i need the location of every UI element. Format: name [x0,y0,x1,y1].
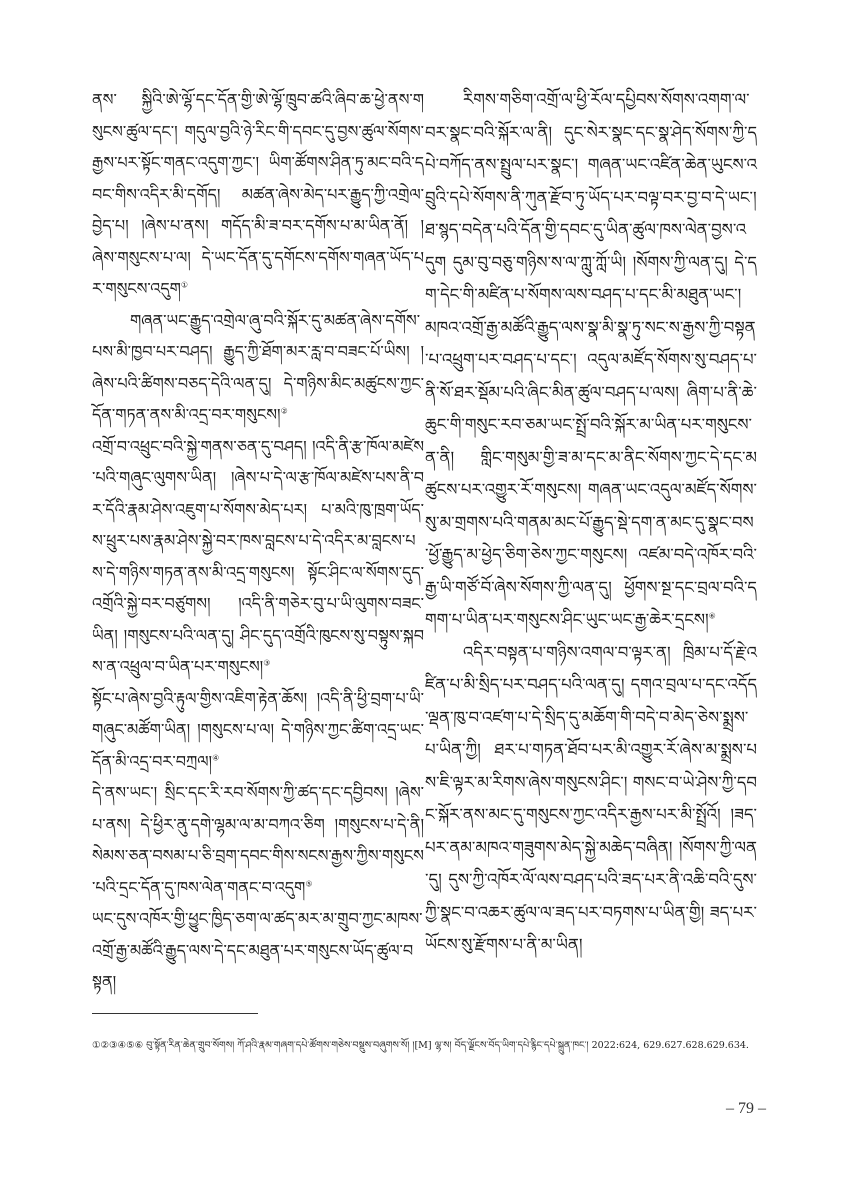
right-column [425,84,757,962]
paragraph [92,777,424,903]
paragraph [425,637,757,962]
footnote-marker: ④ [212,753,220,763]
paragraph [92,305,424,431]
paragraph-text: ནས་ སྐྱིའི་ཨེ་ལྷོ་དང་དོན་གྱི་ཨེ་ལྷོ་ཁྲུབ་ཚའི་ཞིབ་ཆ་ཕྱེ་ནས་གསུངས་ཚུལ་དང་། གདུལ་བྱའི་ཉེ་རིང་གི་དབང་དུ་བྱས་ཚུལ་སོགས་རྒྱས་པར་སྟོང་གནང་འདུག་ཀྱང་། ཡིག་ཚོགས་ཤིན་ཏུ་མང་བའི་དབང་གིས་འདིར་མི་དགོད། མཚན་ཞེས་མེད་པར་རྒྱུད་ཀྱི་འགྲེལ་བྱེད་པ། །ཞེས་པ་ནས། གདོད་མི་ཟ་བར་དགོས་པ་མ་ཡིན་ནོ། །ཞེས་གསུངས་པ་ལ། དེ་ཡང་དོན་དུ་དགོངས་དགོས་གཞན་ཡོད་པར་གསུངས་འདུག [92,90,424,298]
paragraph [92,903,424,998]
footnote-marker: ⑥ [708,611,716,621]
footnote: ①②③④⑤⑥ བུ་སྟོན་རིན་ཆེན་གྲུབ་སོགས། ཀོ་ཤའི་རྣམ་གཞག་དཔེ་ཚོགས་གཅེས་བསྡུས་བཞུགས་སོ། །[M] ལྷ་ས། བོད་ལྗོངས་བོད་ཡིག་དཔེ་རྙིང་དཔེ་སྐྲུན་ཁང་། 2022:624, 629.627.628.629.634. [92,1040,749,1051]
paragraph-text: འགྲོ་བ་འཕྲུང་བའི་སྐྱེ་གནས་ཅན་དུ་བཤད། །འདི་ནི་རྩ་ཁོལ་མཛེས་པའི་གཞུང་ལུགས་ཡིན། །ཞེས་པ་དེ་ལ་རྩ་ཁོལ་མཛེས་པས་ནི་བར་དོའི་རྣམ་ཤེས་འཇུག་པ་སོགས་མེད་པར། པ་མའི་ཁུ་ཁྲག་ཡོད་ས་ཕྲུར་པས་རྣམ་ཤེས་སྐྱེ་བར་ཁས་བླངས་པ་དེ་འདིར་མ་བླངས་པས་དེ་གཉིས་གཏན་ནས་མི་འདྲ་གསུངས། སྟོང་ཤིང་ལ་སོགས་དུད་འགྲོའི་སྐྱེ་བར་བཙུགས། །འདི་ནི་གཅེར་བུ་པ་ཡི་ལུགས་བཟང་ཡིན། །གསུངས་པའི་ལན་དུ། ཤིང་དུད་འགྲོའི་ཁུངས་སུ་བསྟུས་སྐབས་ན་འཕྲུལ་བ་ཡིན་པར་གསུངས། [92,436,424,676]
page-number: – 79 – [726,1100,766,1117]
paragraph-text: སྟོང་པ་ཞེས་བྱའི་རྟུལ་གྱིས་འཇིག་རྟེན་ཆོས། །འདི་ནི་ཕྱི་བྲག་པ་ཡི་གཞུང་མཚོག་ཡིན། །གསུངས་པ་ལ། དེ་གཉིས་ཀྱང་ཚིག་འདྲ་ཡང་དོན་མི་འདྲ་བར་བཀྲལ། [92,688,424,771]
left-column [92,84,424,998]
footnote-marker: ② [280,406,288,416]
paragraph [425,84,757,637]
footnote-marker: ③ [263,658,271,668]
paragraph [92,431,424,683]
paragraph [92,84,424,305]
footnote-marker: ⑤ [305,879,313,889]
paragraph-text: ཡང་དུས་འཁོར་གྱི་ཕྱུང་ཁྱིད་ཅག་ལ་ཚད་མར་མ་གྲུབ་ཀྱང་མཁས་འགྲོ་རྒྱ་མཚོའི་རྒྱུད་ལས་དེ་དང་མཐུན་པར་གསུངས་ཡོད་ཚུལ་བསྟན། [92,909,423,991]
paragraph-text: རིགས་གཅིག་འགྲོ་ལ་ཕྱི་རོལ་དཔྱིབས་སོགས་འགག་ལ་བར་སྣང་བའི་སྐོར་ལ་ནི། དུང་སེར་སྣང་དང་སྣ་ཤེད་སོགས་ཀྱི་དཔེ་བཀོད་ནས་སྤྲུལ་པར་སྣང་། གཞན་ཡང་འཛིན་ཆེན་ཡུངས་འབྲུའི་དཔེ་སོགས་ནི་ཀུན་རྫོབ་ཏུ་ཡོད་པར་བལྟ་བར་བྱ་བ་དེ་ཡང་། ཐ་སྙད་བདེན་པའི་དོན་གྱི་དབང་དུ་ཡིན་ཚུལ་ཁས་ལེན་བྱས་འདུག དུམ་བུ་བཅུ་གཉིས་ས་ལ་ཀླུ་ཀློ་ཡི། །སོགས་ཀྱི་ལན་དུ། དེ་དག་དེང་གི་མཛིན་པ་སོགས་ལས་བཤད་པ་དང་མི་མཐུན་ཡང་། མཁའ་འགྲོ་རྒྱ་མཚོའི་རྒྱུད་ལས་སྣ་མི་སྣ་ཏུ་སང་ས་རྒྱས་ཀྱི་བསྟན་པ་འཕྲུག་པར་བཤད་པ་དང་། འདུལ་མཛོད་སོགས་སུ་བཤད་པ་ནི་སོ་ཐར་སྡོམ་པའི་ཞིང་མིན་ཚུལ་བཤད་པ་ལས། ཞིག་པ་ནི་ཆེ་ཆུང་གི་གསུང་རབ་ཅམ་ཡང་སྤྲོ་བའི་སྐོར་མ་ཡིན་པར་གསུངས་ན་ནི། གླིང་གསུམ་གྱི་ཟ་མ་དང་མ་ནིང་སོགས་ཀྱང་དེ་དང་མཚུངས་པར་འགྱུར་རོ་གསུངས། གཞན་ཡང་འདུལ་མཛོད་སོགས་སུ་མ་གྲགས་པའི་གནམ་མང་པོ་རྒྱུད་སྡེ་དག་ན་མང་དུ་སྣང་བས་ཕྱོ་རྒྱུད་མ་ཕྱེད་ཅིག་ཅེས་ཀྱང་གསུངས། འཛམ་བདེ་འཁོར་བའི་རྒྱ་ཡི་གཙོ་བོ་ཞེས་སོགས་ཀྱི་ལན་དུ། ཕྱོགས་སྔ་དང་བྲལ་བའི་དགག་པ་ཡིན་པར་གསུངས་ཤིང་ཡུང་ཡང་རྒྱ་ཆེར་དྲངས། [425,90,757,629]
paragraph-text: དེ་ནས་ཡང་། སྲིང་དང་རི་རབ་སོགས་ཀྱི་ཚད་དང་དབྱིབས། །ཞེས་པ་ནས། དེ་ཕྱིར་ནུ་དགེ་ལྷམ་ལ་མ་བཀའ་ཅིག །གསུངས་པ་དེ་ནི། སེམས་ཅན་བསམ་པ་ཅི་བྲག་དབང་གིས་སངས་རྒྱས་ཀྱིས་གསུངས་པའི་དྲང་དོན་དུ་ཁས་ལེན་གནང་བ་འདུག [92,783,424,897]
paragraph [92,683,424,778]
footnote-marker: ① [180,280,189,290]
paragraph-text: གཞན་ཡང་རྒྱུད་འགྲེལ་ཞུ་བའི་སྐོར་དུ་མཚན་ཞེས་དགོས་པས་མི་ཁྱབ་པར་བཤད། རྒྱུད་ཀྱི་ཐོག་མར་རླ་བ་བཟང་པོ་ཡིས། །ཞེས་པའི་ཚིགས་བཅད་དེའི་ལན་དུ། དེ་གཉིས་མིང་མཚུངས་ཀྱང་དོན་གཏན་ནས་མི་འདྲ་བར་གསུངས། [92,310,424,424]
footnote-divider [92,1013,258,1014]
paragraph-text: འདིར་བསྟན་པ་གཉིས་འགལ་བ་ལྟར་ན། ཁྲིམ་པ་དོ་རྗེ་འཛིན་པ་མི་སྲིད་པར་བཤད་པའི་ལན་དུ། དགའ་བྲལ་པ་དང་འདོད་ལྡན་ཁུ་བ་འཛག་པ་དེ་སྲིད་དུ་མཆོག་གི་བདེ་བ་མེད་ཅེས་སྨྲས་པ་ཡིན་ཀྱི། ཐར་པ་གཏན་ཐོབ་པར་མི་འགྱུར་རོ་ཞེས་མ་སྨྲས་པས་ཇི་ལྟར་མ་རིགས་ཞེས་གསུངས་ཤིང་། གསང་བ་ཡེ་ཤེས་ཀྱི་དབང་སྐོར་ནས་མང་དུ་གསུངས་ཀྱང་འདིར་རྒྱས་པར་མི་སྤྲོའོ། །ཟད་པར་ནམ་མཁའ་གཟུགས་མེད་སྐྱེ་མཆེད་བཞིན། །སོགས་ཀྱི་ལན་དུ། དུས་ཀྱི་འཁོར་ལོ་ལས་བཤད་པའི་ཟད་པར་ནི་འཆི་བའི་དུས་ཀྱི་སྣང་བ་འཆར་ཚུལ་ལ་ཟད་པར་བཏགས་པ་ཡིན་གྱི། ཟད་པར་ཡོངས་སུ་རྫོགས་པ་ནི་མ་ཡིན། [425,642,757,954]
